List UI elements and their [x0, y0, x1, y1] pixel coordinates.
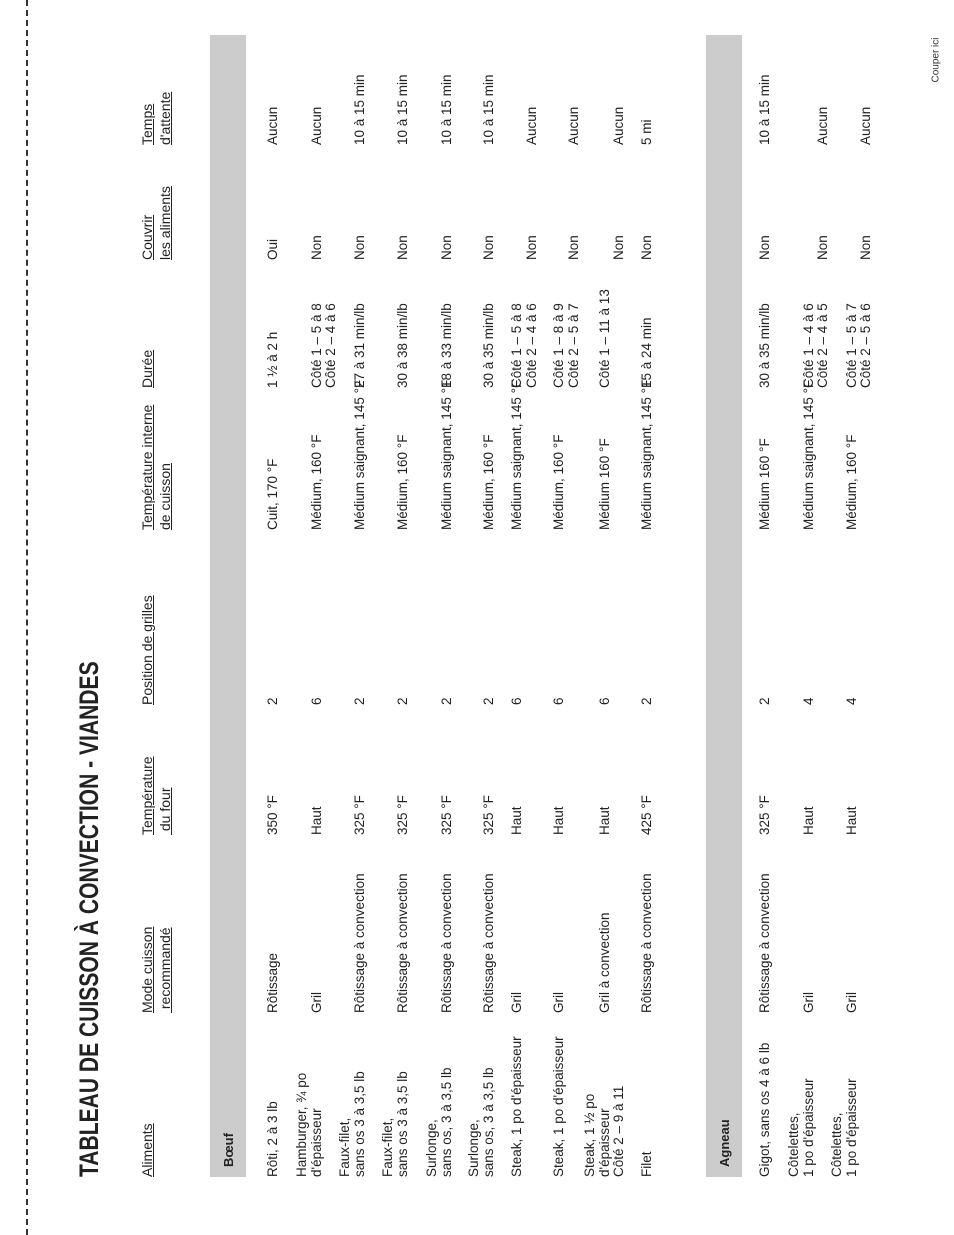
section-title-agneau: Agneau: [717, 1119, 732, 1167]
cell-duree: 30 à 35 min/lb: [757, 303, 772, 388]
cell-duree: Côté 1 – 8 à 9: [551, 303, 566, 388]
cell-temp: Haut: [308, 806, 324, 835]
cell-pos: 6: [509, 697, 524, 705]
cell-couvrir: Non: [523, 235, 539, 260]
cell-aliment: Filet: [639, 1151, 654, 1177]
cell-aliment: Surlonge,: [466, 1119, 481, 1177]
cell-aliment: Côté 2 – 9 à 11: [611, 1085, 626, 1177]
cell-couvrir: Non: [351, 235, 367, 260]
cell-duree: 18 à 33 min/lb: [438, 303, 454, 388]
cell-attente: Aucun: [565, 106, 581, 145]
cell-pos: 4: [800, 697, 816, 705]
cell-mode: Gril: [800, 992, 816, 1013]
cell-temp: 325 °F: [351, 795, 367, 835]
cell-pos: 6: [551, 697, 566, 705]
cell-interne: Médium, 160 °F: [394, 434, 410, 530]
cell-interne: Médium saignant, 145 °F: [800, 379, 816, 530]
cell-aliment: Surlonge,: [424, 1119, 439, 1177]
header-mode: Mode cuisson recommandé: [139, 926, 173, 1013]
cell-aliment: d'épaisseur: [308, 1108, 324, 1177]
section-band-agneau: [706, 35, 742, 1177]
cut-label: Couper ici: [930, 37, 942, 83]
cell-aliment: Côtelettes,: [786, 1112, 801, 1177]
cell-aliment: Steak, 1 po d'épaisseur: [551, 1036, 566, 1177]
cell-interne: Médium saignant, 145 °F: [509, 379, 524, 530]
cell-duree: Côté 1 – 5 à 8: [308, 303, 324, 388]
cell-pos: 2: [394, 697, 410, 705]
cell-temp: 325 °F: [480, 795, 496, 835]
cell-duree: 30 à 38 min/lb: [394, 303, 410, 388]
cell-aliment: Côtelettes,: [829, 1112, 844, 1177]
cell-interne: Médium, 160 °F: [308, 434, 324, 530]
cell-couvrir: Oui: [265, 238, 280, 260]
cell-attente: 10 à 15 min: [480, 74, 496, 145]
cell-duree: Côté 2 – 5 à 7: [565, 303, 581, 388]
cell-pos: 4: [843, 697, 859, 705]
cell-temp: Haut: [509, 806, 524, 835]
cell-interne: Médium 160 °F: [757, 438, 772, 530]
cell-aliment: Faux-filet,: [380, 1117, 395, 1177]
section-title-boeuf: Bœuf: [221, 1133, 236, 1167]
cell-attente: Aucun: [611, 106, 626, 145]
cell-couvrir: Non: [815, 235, 830, 260]
cell-pos: 2: [480, 697, 496, 705]
cell-temp: 425 °F: [639, 795, 654, 835]
cell-duree: Côté 2 – 4 à 5: [815, 303, 830, 388]
cell-mode: Rôtissage à convection: [351, 873, 367, 1013]
cell-temp: 325 °F: [757, 795, 772, 835]
section-band-boeuf: [210, 35, 246, 1177]
cell-couvrir: Non: [565, 235, 581, 260]
cell-attente: Aucun: [523, 106, 539, 145]
cell-couvrir: Non: [438, 235, 454, 260]
cell-pos: 2: [639, 697, 654, 705]
cell-duree: Côté 1 – 5 à 8: [509, 303, 524, 388]
cell-duree: Côté 1 – 11 à 13: [596, 289, 612, 388]
cell-mode: Rôtissage: [265, 952, 280, 1013]
cell-duree: Côté 2 – 4 à 6: [523, 303, 539, 388]
cell-mode: Gril: [509, 992, 524, 1013]
cell-pos: 6: [308, 697, 324, 705]
cell-aliment: sans os 3 à 3,5 lb: [394, 1071, 410, 1177]
cell-interne: Médium 160 °F: [596, 438, 612, 530]
page-title: TABLEAU DE CUISSON À CONVECTION - VIANDES: [74, 661, 104, 1177]
header-temp-four: Température du four: [139, 756, 173, 835]
cell-duree: Côté 2 – 5 à 6: [858, 303, 873, 388]
cell-interne: Médium, 160 °F: [843, 434, 859, 530]
cell-attente: 10 à 15 min: [757, 74, 772, 145]
cell-couvrir: Non: [639, 235, 654, 260]
cell-attente: 10 à 15 min: [351, 74, 367, 145]
header-aliments: Aliments: [139, 1123, 155, 1177]
cell-temp: Haut: [843, 806, 859, 835]
cell-mode: Gril: [308, 992, 324, 1013]
cell-duree: 30 à 35 min/lb: [480, 303, 496, 388]
cell-temp: 325 °F: [394, 795, 410, 835]
cell-aliment: sans os, 3 à 3,5 lb: [480, 1067, 496, 1177]
cell-interne: Cuit, 170 °F: [265, 458, 280, 530]
cell-couvrir: Non: [757, 235, 772, 260]
cell-aliment: d'épaisseur: [596, 1108, 612, 1177]
cell-mode: Gril: [843, 992, 859, 1013]
cell-attente: Aucun: [308, 106, 324, 145]
cell-aliment: sans os, 3 à 3,5 lb: [438, 1067, 454, 1177]
cell-aliment: Gigot, sans os 4 à 6 lb: [757, 1042, 772, 1177]
cell-aliment: Hamburger, ¾ po: [294, 1072, 309, 1177]
cell-pos: 2: [757, 697, 772, 705]
cell-mode: Rôtissage à convection: [480, 873, 496, 1013]
cell-couvrir: Non: [394, 235, 410, 260]
cell-mode: Rôtissage à convection: [757, 873, 772, 1013]
cell-pos: 2: [438, 697, 454, 705]
cell-interne: Médium, 160 °F: [480, 434, 496, 530]
cell-pos: 6: [596, 697, 612, 705]
cell-pos: 2: [265, 697, 280, 705]
cell-attente: 5 mi: [639, 119, 654, 145]
cell-aliment: Steak, 1 ½ po: [582, 1093, 597, 1177]
cell-attente: Aucun: [858, 106, 873, 145]
header-attente: Temps d'attente: [139, 91, 173, 145]
header-duree: Durée: [139, 349, 155, 388]
cell-temp: 350 °F: [265, 795, 280, 835]
cell-temp: Haut: [800, 806, 816, 835]
cell-interne: Médium, 160 °F: [551, 434, 566, 530]
cell-temp: 325 °F: [438, 795, 454, 835]
cell-aliment: sans os 3 à 3,5 lb: [351, 1071, 367, 1177]
cell-duree: Côté 1 – 5 à 7: [843, 303, 859, 388]
cell-temp: Haut: [596, 806, 612, 835]
cell-mode: Rôtissage à convection: [438, 873, 454, 1013]
cell-mode: Rôtissage à convection: [639, 873, 654, 1013]
header-temp-interne: Température interne de cuisson: [139, 404, 173, 530]
cell-temp: Haut: [551, 806, 566, 835]
header-position: Position de grilles: [139, 595, 155, 705]
cell-duree: Côté 2 – 4 à 6: [323, 303, 338, 388]
cell-duree: 15 à 24 min: [639, 317, 654, 388]
cell-interne: Médium saignant, 145 °F: [639, 379, 654, 530]
cell-couvrir: Non: [858, 235, 873, 260]
cell-pos: 2: [351, 697, 367, 705]
cell-duree: 1 ½ à 2 h: [265, 331, 280, 388]
cell-aliment: 1 po d'épaisseur: [800, 1078, 816, 1177]
cell-mode: Gril à convection: [596, 912, 612, 1013]
cell-mode: Gril: [551, 992, 566, 1013]
cell-aliment: Rôti, 2 à 3 lb: [265, 1101, 280, 1177]
cell-attente: 10 à 15 min: [394, 74, 410, 145]
cell-couvrir: Non: [480, 235, 496, 260]
header-couvrir: Couvrir les aliments: [139, 186, 173, 260]
cell-interne: Médium saignant, 145 °F: [438, 379, 454, 530]
cell-mode: Rôtissage à convection: [394, 873, 410, 1013]
cell-aliment: Faux-filet,: [337, 1117, 352, 1177]
cell-couvrir: Non: [611, 235, 626, 260]
cell-couvrir: Non: [308, 235, 324, 260]
cell-attente: Aucun: [815, 106, 830, 145]
cell-duree: 27 à 31 min/lb: [351, 303, 367, 388]
cell-attente: 10 à 15 min: [438, 74, 454, 145]
cell-duree: Côté 1 – 4 à 6: [800, 303, 816, 388]
cell-aliment: Steak, 1 po d'épaisseur: [509, 1036, 524, 1177]
cell-interne: Médium saignant, 145 °F: [351, 379, 367, 530]
cell-aliment: 1 po d'épaisseur: [843, 1078, 859, 1177]
cell-attente: Aucun: [265, 106, 280, 145]
